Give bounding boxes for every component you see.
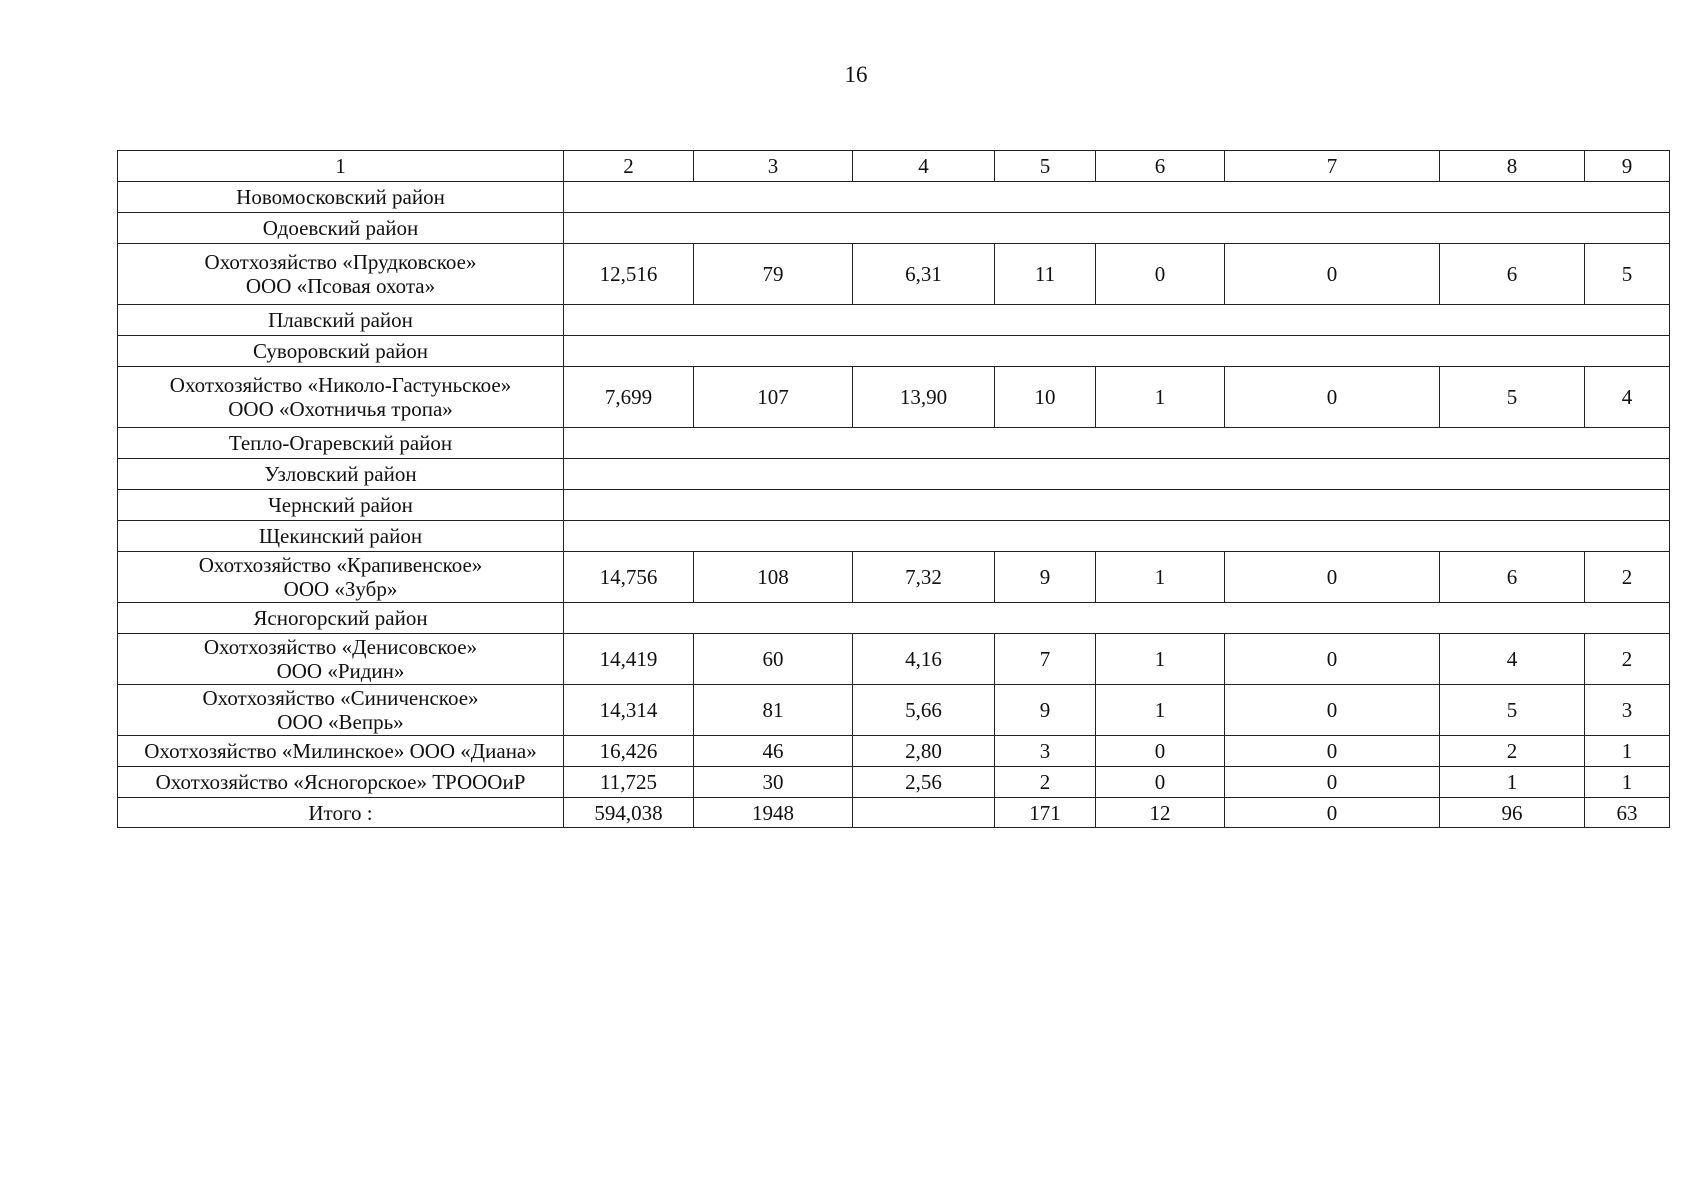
value-cell: 5 [1440, 685, 1585, 736]
value-cell: 9 [995, 552, 1096, 603]
value-cell: 14,756 [564, 552, 694, 603]
column-header: 4 [853, 151, 995, 182]
value-cell: 1 [1096, 685, 1225, 736]
value-cell: 0 [1096, 244, 1225, 305]
district-row [118, 213, 1670, 244]
value-cell: 5 [1585, 244, 1670, 305]
total-label: Итого : [118, 798, 564, 828]
district-empty-cell [564, 521, 1670, 552]
value-cell: 0 [1225, 736, 1440, 767]
value-cell: 1 [1096, 634, 1225, 685]
hunting-ground-row [118, 552, 1670, 603]
district-row [118, 182, 1670, 213]
name-line: Охотхозяйство «Милинское» ООО «Диана» [144, 739, 537, 763]
hunting-ground-row [118, 634, 1670, 685]
value-cell: 5,66 [853, 685, 995, 736]
hunting-ground-row [118, 685, 1670, 736]
hunting-ground-row [118, 367, 1670, 428]
hunting-ground-name [118, 767, 564, 798]
name-line: Охотхозяйство «Николо-Гастуньское» [169, 373, 512, 397]
district-empty-cell [564, 603, 1670, 634]
value-cell: 12,516 [564, 244, 694, 305]
hunting-ground-name [118, 634, 564, 685]
district-empty-cell [564, 490, 1670, 521]
district-empty-cell [564, 336, 1670, 367]
value-cell: 1 [1096, 367, 1225, 428]
value-cell: 107 [694, 367, 853, 428]
value-cell: 7 [995, 634, 1096, 685]
district-row [118, 428, 1670, 459]
hunting-ground-name [118, 685, 564, 736]
name-line: Охотхозяйство «Синиченское» [202, 686, 479, 710]
value-cell: 1 [1585, 736, 1670, 767]
district-empty-cell [564, 182, 1670, 213]
value-cell: 14,419 [564, 634, 694, 685]
value-cell: 3 [995, 736, 1096, 767]
district-row [118, 305, 1670, 336]
column-header: 6 [1096, 151, 1225, 182]
value-cell: 108 [694, 552, 853, 603]
name-line: ООО «Ридин» [276, 659, 405, 683]
district-empty-cell [564, 305, 1670, 336]
district-empty-cell [564, 428, 1670, 459]
district-name: Щекинский район [118, 521, 564, 552]
value-cell: 3 [1585, 685, 1670, 736]
value-cell: 0 [1225, 634, 1440, 685]
total-value-cell: 171 [995, 798, 1096, 828]
value-cell: 0 [1225, 244, 1440, 305]
value-cell: 16,426 [564, 736, 694, 767]
district-row [118, 603, 1670, 634]
name-line: Охотхозяйство «Прудковское» [204, 250, 477, 274]
value-cell: 2 [1585, 634, 1670, 685]
value-cell: 0 [1096, 736, 1225, 767]
district-name: Чернский район [118, 490, 564, 521]
column-header: 1 [118, 151, 564, 182]
value-cell: 1 [1440, 767, 1585, 798]
hunting-ground-row [118, 244, 1670, 305]
value-cell: 0 [1096, 767, 1225, 798]
total-row [118, 798, 1670, 828]
value-cell: 4 [1440, 634, 1585, 685]
district-name: Одоевский район [118, 213, 564, 244]
district-name: Суворовский район [118, 336, 564, 367]
column-header: 2 [564, 151, 694, 182]
page-number: 16 [844, 62, 868, 87]
district-name: Новомосковский район [118, 182, 564, 213]
value-cell: 4,16 [853, 634, 995, 685]
column-header: 7 [1225, 151, 1440, 182]
value-cell: 10 [995, 367, 1096, 428]
column-header: 9 [1585, 151, 1670, 182]
value-cell: 1 [1585, 767, 1670, 798]
district-name: Тепло-Огаревский район [118, 428, 564, 459]
district-empty-cell [564, 459, 1670, 490]
value-cell: 0 [1225, 367, 1440, 428]
value-cell: 7,32 [853, 552, 995, 603]
total-value-cell: 1948 [694, 798, 853, 828]
column-header: 3 [694, 151, 853, 182]
total-value-cell: 0 [1225, 798, 1440, 828]
district-name: Ясногорский район [118, 603, 564, 634]
district-row [118, 521, 1670, 552]
value-cell: 60 [694, 634, 853, 685]
name-line: ООО «Вепрь» [277, 710, 404, 734]
hunting-ground-row [118, 767, 1670, 798]
value-cell: 6 [1440, 244, 1585, 305]
column-number-row [118, 151, 1670, 182]
value-cell: 0 [1225, 552, 1440, 603]
value-cell: 2 [995, 767, 1096, 798]
value-cell: 30 [694, 767, 853, 798]
total-value-cell: 96 [1440, 798, 1585, 828]
value-cell: 13,90 [853, 367, 995, 428]
value-cell: 9 [995, 685, 1096, 736]
column-header: 5 [995, 151, 1096, 182]
hunting-grounds-table [117, 150, 1670, 828]
name-line: ООО «Зубр» [283, 577, 398, 601]
value-cell: 5 [1440, 367, 1585, 428]
value-cell: 2 [1440, 736, 1585, 767]
hunting-ground-name [118, 552, 564, 603]
value-cell: 81 [694, 685, 853, 736]
column-header: 8 [1440, 151, 1585, 182]
value-cell: 14,314 [564, 685, 694, 736]
name-line: ООО «Псовая охота» [245, 274, 436, 298]
value-cell: 0 [1225, 767, 1440, 798]
district-row [118, 459, 1670, 490]
value-cell: 2,80 [853, 736, 995, 767]
district-name: Плавский район [118, 305, 564, 336]
total-value-cell [853, 798, 995, 828]
total-value-cell: 594,038 [564, 798, 694, 828]
hunting-ground-row [118, 736, 1670, 767]
district-row [118, 336, 1670, 367]
hunting-ground-name [118, 367, 564, 428]
district-empty-cell [564, 213, 1670, 244]
name-line: Охотхозяйство «Крапивенское» [198, 553, 483, 577]
value-cell: 0 [1225, 685, 1440, 736]
value-cell: 7,699 [564, 367, 694, 428]
name-line: Охотхозяйство «Денисовское» [203, 635, 478, 659]
value-cell: 4 [1585, 367, 1670, 428]
value-cell: 11 [995, 244, 1096, 305]
value-cell: 11,725 [564, 767, 694, 798]
value-cell: 79 [694, 244, 853, 305]
value-cell: 2,56 [853, 767, 995, 798]
table-body [118, 151, 1670, 828]
total-value-cell: 63 [1585, 798, 1670, 828]
value-cell: 1 [1096, 552, 1225, 603]
value-cell: 2 [1585, 552, 1670, 603]
district-name: Узловский район [118, 459, 564, 490]
value-cell: 46 [694, 736, 853, 767]
value-cell: 6 [1440, 552, 1585, 603]
name-line: Охотхозяйство «Ясногорское» ТРОООиР [155, 770, 526, 794]
value-cell: 6,31 [853, 244, 995, 305]
district-row [118, 490, 1670, 521]
total-value-cell: 12 [1096, 798, 1225, 828]
name-line: ООО «Охотничья тропа» [228, 397, 453, 421]
hunting-ground-name [118, 736, 564, 767]
hunting-ground-name [118, 244, 564, 305]
